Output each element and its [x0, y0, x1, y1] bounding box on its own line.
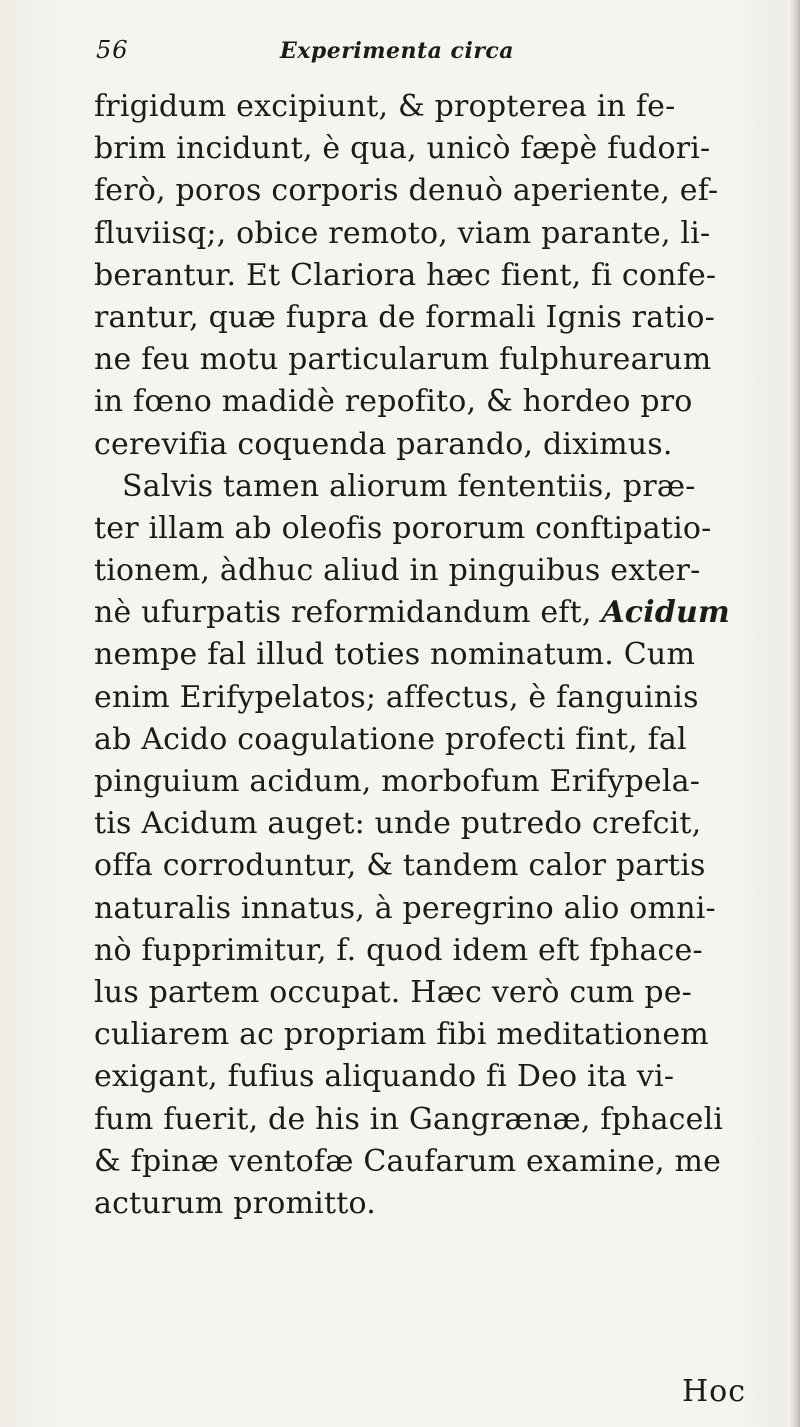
- text-line: ter illam ab oleofis pororum conftipatio-: [94, 510, 712, 546]
- page-number: 56: [96, 36, 129, 64]
- italic-word: Acidum: [601, 595, 730, 631]
- text-line: nempe fal illud toties nominatum. Cum: [94, 637, 696, 673]
- text-line: fum fuerit, de his in Gangrænæ, fphaceli: [94, 1101, 724, 1137]
- page-header: [96, 36, 656, 76]
- text-line: nè ufurpatis reformidandum eft, Acidum: [94, 595, 730, 631]
- text-line: in fœno madidè repofito, & hordeo pro: [94, 384, 693, 420]
- text-line: frigidum excipiunt, & propterea in fe-: [94, 89, 676, 124]
- text-line: cerevifia coquenda parando, diximus.: [94, 426, 673, 462]
- text-line: brim incidunt, è qua, unicò fæpè fudori-: [94, 131, 711, 167]
- text-line: fluviisq;, obice remoto, viam parante, li-: [94, 215, 711, 251]
- text-line: ferò, poros corporis denuò aperiente, ef-: [94, 173, 719, 209]
- text-line: rantur, quæ fupra de formali Ignis ratio-: [94, 299, 715, 335]
- text-line: acturum promitto.: [94, 1185, 376, 1221]
- page-edge-shadow: [788, 0, 800, 1427]
- catchword: Hoc: [682, 1374, 747, 1409]
- text-line: berantur. Et Clariora hæc fient, fi confe-: [94, 257, 717, 293]
- text-line: & fpinæ ventofæ Caufarum examine, me: [94, 1143, 722, 1179]
- text-line: lus partem occupat. Hæc verò cum pe-: [94, 974, 693, 1010]
- running-head: Experimenta circa: [280, 38, 515, 64]
- text-body: [94, 86, 784, 1225]
- text-line: pinguium acidum, morbofum Erifypela-: [94, 764, 701, 799]
- text-line: ab Acido coagulatione profecti fint, fal: [94, 721, 687, 757]
- text-line: nò fupprimitur, f. quod idem eft fphace-: [94, 932, 703, 968]
- text-line: ne feu motu particularum fulphurearum: [94, 342, 712, 378]
- text-line: enim Erifypelatos; affectus, è fanguinis: [94, 679, 699, 715]
- text-line: tis Acidum auget: unde putredo crefcit,: [94, 806, 702, 842]
- text-line: tionem, àdhuc aliud in pinguibus exter-: [94, 553, 701, 589]
- paragraph-start-line: Salvis tamen aliorum fententiis, præ-: [122, 468, 696, 504]
- text-line: offa corroduntur, & tandem calor partis: [94, 848, 706, 884]
- text-line: exigant, fufius aliquando fi Deo ita vi-: [94, 1059, 675, 1095]
- text-line: naturalis innatus, à peregrino alio omni-: [94, 890, 716, 926]
- text-line: culiarem ac propriam fibi meditationem: [94, 1017, 709, 1053]
